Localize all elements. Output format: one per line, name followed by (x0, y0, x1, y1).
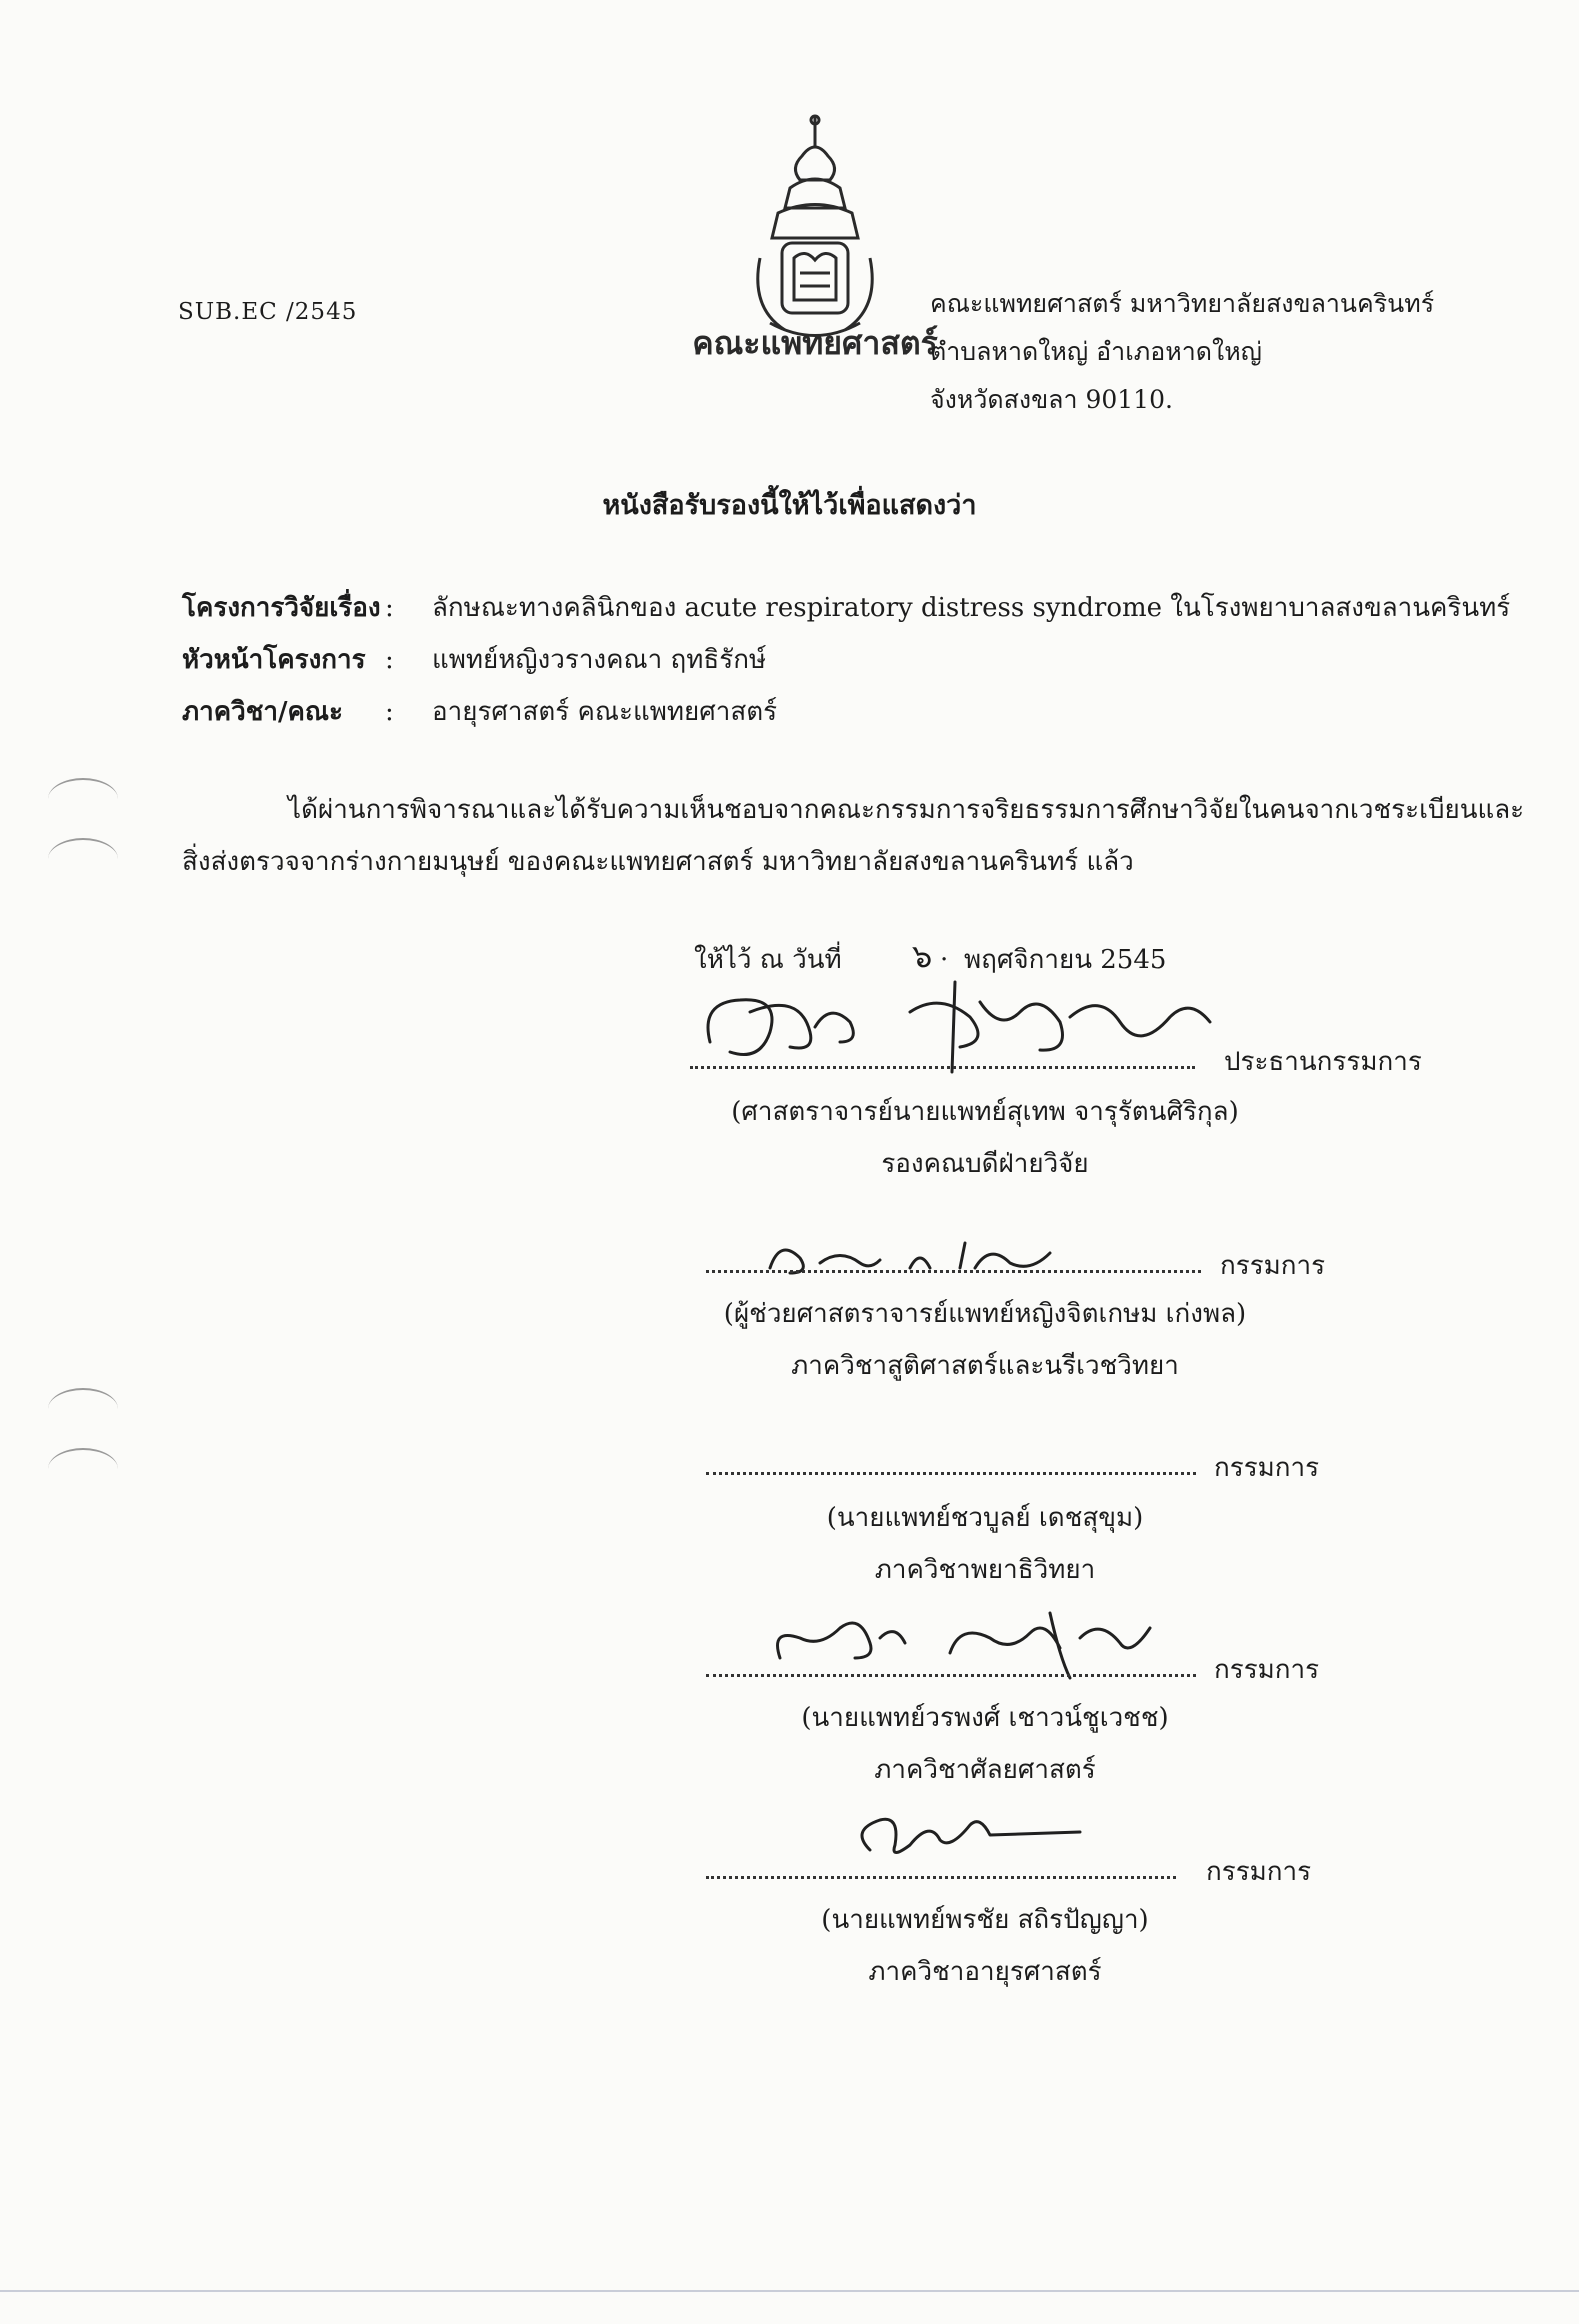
approval-text-line-2: สิ่งส่งตรวจจากร่างกายมนุษย์ ของคณะแพทยศาสตร์ มหาวิทยาลัยสงขลานครินทร์ แล้ว (182, 847, 1134, 877)
punch-hole-mark (48, 838, 118, 880)
project-title-label: โครงการวิจัยเรื่อง (182, 593, 381, 623)
signatory-role: ประธานกรรมการ (1224, 1047, 1422, 1077)
date-separator: · (940, 945, 949, 975)
project-leader-colon: : (385, 645, 394, 675)
address-line-3: จังหวัดสงขลา 90110. (930, 385, 1173, 414)
signature-line (690, 1066, 1195, 1069)
signatory-name: (นายแพทย์พรชัย สถิรปัญญา) (821, 1905, 1149, 1935)
signatory-role: กรรมการ (1214, 1453, 1320, 1483)
signatory-position: ภาควิชาศัลยศาสตร์ (874, 1755, 1096, 1785)
certificate-title: หนังสือรับรองนี้ให้ไว้เพื่อแสดงว่า (602, 490, 977, 521)
signatory-name: (นายแพทย์ชวบูลย์ เดชสุขุม) (826, 1503, 1144, 1533)
signatory-role: กรรมการ (1206, 1857, 1312, 1887)
project-leader-label: หัวหน้าโครงการ (182, 645, 366, 675)
date-prefix: ให้ไว้ ณ วันที่ (694, 945, 842, 975)
approval-text-line-1: ได้ผ่านการพิจารณาและได้รับความเห็นชอบจากคณะกรรมการจริยธรรมการศึกษาวิจัยในคนจากเวชระเบียนและ (288, 795, 1525, 825)
department-value: อายุรศาสตร์ คณะแพทยศาสตร์ (432, 697, 778, 727)
punch-hole-mark (48, 778, 118, 820)
signatory-name: (ผู้ช่วยศาสตราจารย์แพทย์หญิงจิตเกษม เก่งพล) (723, 1299, 1247, 1329)
signatory-position: รองคณบดีฝ่ายวิจัย (881, 1149, 1089, 1179)
faculty-seal-icon (690, 108, 940, 358)
punch-hole-mark (48, 1448, 118, 1490)
project-title-colon: : (385, 593, 394, 623)
signatory-name: (ศาสตราจารย์นายแพทย์สุเทพ จารุรัตนศิริกุล) (731, 1097, 1239, 1127)
signature-line (706, 1674, 1196, 1677)
signature-member-1 (760, 1228, 1080, 1288)
signatory-position: ภาควิชาสูติศาสตร์และนรีเวชวิทยา (791, 1351, 1179, 1381)
signature-line (706, 1270, 1201, 1273)
address-line-1: คณะแพทยศาสตร์ มหาวิทยาลัยสงขลานครินทร์ (930, 289, 1435, 318)
date-day: ๖ (912, 937, 933, 975)
department-colon: : (385, 697, 394, 727)
signature-line (706, 1876, 1176, 1879)
date-month-year: พฤศจิกายน 2545 (964, 945, 1167, 975)
address-line-2: ตำบลหาดใหญ่ อำเภอหาดใหญ่ (930, 337, 1262, 366)
scan-edge-line (0, 2290, 1579, 2292)
reference-number: SUB.EC /2545 (178, 299, 358, 325)
project-title-value: ลักษณะทางคลินิกของ acute respiratory distress syndrome ในโรงพยาบาลสงขลานครินทร์ (432, 593, 1511, 623)
signatory-position: ภาควิชาอายุรศาสตร์ (868, 1957, 1102, 1987)
signatory-name: (นายแพทย์วรพงศ์ เชาวน์ชูเวชช) (801, 1703, 1169, 1733)
project-leader-value: แพทย์หญิงวรางคณา ฤทธิรักษ์ (432, 645, 767, 675)
signatory-role: กรรมการ (1214, 1655, 1320, 1685)
seal-text: คณะแพทยศาสตร์ (692, 324, 938, 358)
signatory-position: ภาควิชาพยาธิวิทยา (874, 1555, 1096, 1585)
signature-line (706, 1472, 1196, 1475)
department-label: ภาควิชา/คณะ (182, 697, 343, 727)
signatory-role: กรรมการ (1220, 1251, 1326, 1281)
signature-member-4 (840, 1790, 1100, 1870)
punch-hole-mark (48, 1388, 118, 1430)
